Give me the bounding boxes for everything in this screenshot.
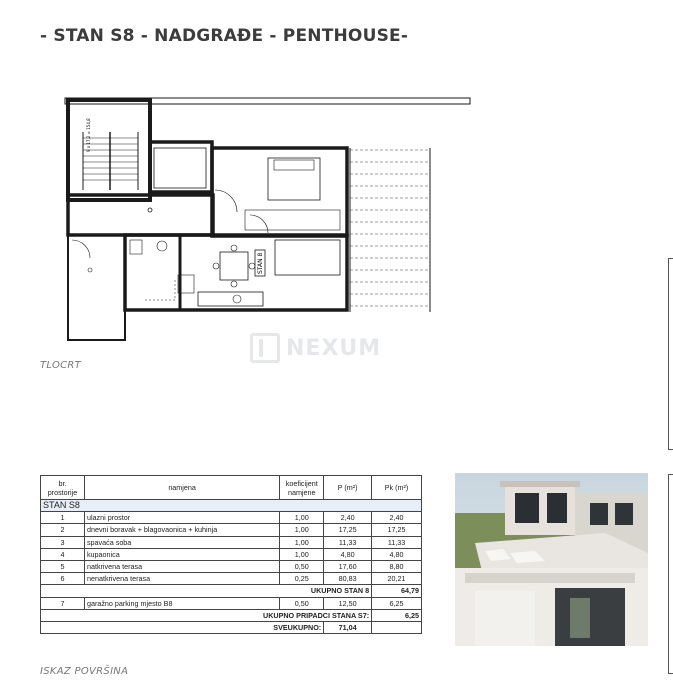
total-pripada-label: UKUPNO PRIPADCI STANA S7:	[41, 609, 372, 621]
watermark-text: NEXUM	[286, 335, 382, 361]
cell-pk: 8,80	[372, 560, 422, 572]
cell-name: natkrivena terasa	[84, 560, 279, 572]
side-bracket-bottom	[668, 474, 673, 674]
building-render-image	[455, 473, 648, 646]
total-pripada-row	[41, 609, 422, 621]
table-row	[41, 548, 422, 560]
watermark-logo-icon	[250, 333, 280, 363]
table-row	[41, 512, 422, 524]
cell-no: 1	[41, 512, 85, 524]
cell-coef: 1,00	[280, 536, 324, 548]
cell-pk: 4,80	[372, 548, 422, 560]
table-row	[41, 573, 422, 585]
cell-no: 3	[41, 536, 85, 548]
cell-p: 11,33	[324, 536, 372, 548]
cell-coef: 1,00	[280, 512, 324, 524]
cell-coef: 0,50	[280, 560, 324, 572]
header-no: br. prostorije	[41, 476, 85, 500]
cell-p: 4,80	[324, 548, 372, 560]
header-name: namjena	[84, 476, 279, 500]
cell-name: nenatkrivena terasa	[84, 573, 279, 585]
table-row	[41, 524, 422, 536]
cell-name: kupaonica	[84, 548, 279, 560]
cell-pk: 2,40	[372, 512, 422, 524]
cell-p: 80,83	[324, 573, 372, 585]
table-header-row	[41, 476, 422, 500]
grand-total-empty	[372, 621, 422, 633]
plan-caption: TLOCRT	[40, 360, 82, 371]
cell-name: dnevni boravak + blagovaonica + kuhinja	[84, 524, 279, 536]
grand-total-row	[41, 621, 422, 633]
header-p: P (m²)	[324, 476, 372, 500]
cell-name: ulazni prostor	[84, 512, 279, 524]
table-caption: ISKAZ POVRŠINA	[40, 666, 129, 677]
table-row	[41, 536, 422, 548]
cell-no: 6	[41, 573, 85, 585]
cell-pk: 17,25	[372, 524, 422, 536]
header-pk: Pk (m²)	[372, 476, 422, 500]
floor-plan	[50, 90, 480, 350]
stair-label-1: 9 x 17,2 = 154,8	[86, 118, 91, 152]
table-row	[41, 597, 422, 609]
side-bracket-top	[668, 258, 673, 450]
unit-label: STAN 8	[257, 252, 264, 274]
cell-coef: 0,50	[280, 597, 324, 609]
cell-p: 2,40	[324, 512, 372, 524]
watermark	[250, 330, 430, 366]
cell-p: 17,60	[324, 560, 372, 572]
total-stan-label: UKUPNO STAN 8	[41, 585, 372, 597]
cell-pk: 20,21	[372, 573, 422, 585]
group-label: STAN S8	[41, 500, 422, 512]
total-stan-row	[41, 585, 422, 597]
cell-pk: 11,33	[372, 536, 422, 548]
group-row	[41, 500, 422, 512]
cell-coef: 1,00	[280, 548, 324, 560]
area-table	[40, 475, 422, 634]
cell-no: 7	[41, 597, 85, 609]
cell-no: 4	[41, 548, 85, 560]
page-title: - STAN S8 - NADGRAĐE - PENTHOUSE-	[40, 26, 409, 46]
cell-p: 12,50	[324, 597, 372, 609]
cell-name: spavaća soba	[84, 536, 279, 548]
total-stan-value: 64,79	[372, 585, 422, 597]
cell-coef: 0,25	[280, 573, 324, 585]
cell-no: 2	[41, 524, 85, 536]
grand-total-value: 71,04	[324, 621, 372, 633]
cell-pk: 6,25	[372, 597, 422, 609]
cell-p: 17,25	[324, 524, 372, 536]
cell-name: garažno parking mjesto B8	[84, 597, 279, 609]
header-coef: koeficijent namjene	[280, 476, 324, 500]
grand-total-label: SVEUKUPNO:	[41, 621, 324, 633]
total-pripada-value: 6,25	[372, 609, 422, 621]
table-row	[41, 560, 422, 572]
cell-coef: 1,00	[280, 524, 324, 536]
cell-no: 5	[41, 560, 85, 572]
